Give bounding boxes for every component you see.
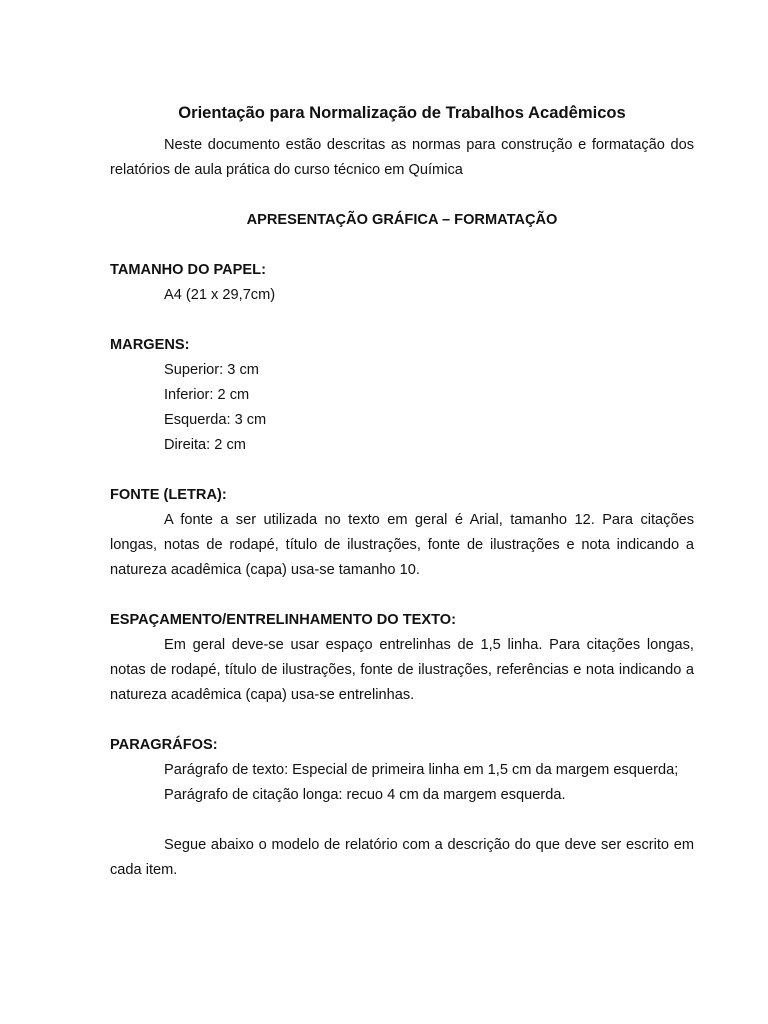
spacer — [110, 708, 694, 733]
spacing-paragraph: Em geral deve-se usar espaço entrelinhas de 1,5 linha. Para citações longas, notas de rodapé, título de ilustrações, fonte de ilustrações, referências e nota indicando a natureza acadêmica (capa) usa-se entrelinhas. — [110, 637, 694, 703]
spacer — [110, 458, 694, 483]
paper-size-value: A4 (21 x 29,7cm) — [164, 287, 276, 303]
margin-item: Superior: 3 cm — [164, 362, 259, 378]
spacing-heading: ESPAÇAMENTO/ENTRELINHAMENTO DO TEXTO: — [110, 612, 456, 628]
document-title: Orientação para Normalização de Trabalhos Acadêmicos — [178, 103, 626, 122]
margin-item: Inferior: 2 cm — [164, 387, 250, 403]
paragraphs-heading: PARAGRÁFOS: — [110, 737, 218, 753]
paragraph-rule: Parágrafo de texto: Especial de primeira linha em 1,5 cm da margem esquerda; — [164, 762, 679, 778]
spacer — [110, 583, 694, 608]
margins-heading: MARGENS: — [110, 337, 190, 353]
closing-paragraph: Segue abaixo o modelo de relatório com a descrição do que deve ser escrito em cada item. — [110, 837, 694, 878]
font-heading: FONTE (LETRA): — [110, 487, 227, 503]
margin-item: Esquerda: 3 cm — [164, 412, 267, 428]
spacer — [110, 808, 694, 833]
margin-item: Direita: 2 cm — [164, 437, 246, 453]
spacer — [110, 308, 694, 333]
section-title: APRESENTAÇÃO GRÁFICA – FORMATAÇÃO — [246, 212, 558, 228]
paragraph-rule: Parágrafo de citação longa: recuo 4 cm da margem esquerda. — [164, 787, 566, 803]
paper-size-heading: TAMANHO DO PAPEL: — [110, 262, 266, 278]
font-paragraph: A fonte a ser utilizada no texto em geral é Arial, tamanho 12. Para citações longas, notas de rodapé, título de ilustrações, fonte de ilustrações e nota indicando a natureza acadêmica (capa) usa-se tamanho 10. — [110, 512, 694, 578]
document-body — [110, 98, 694, 883]
intro-paragraph: Neste documento estão descritas as normas para construção e formatação dos relatórios de aula prática do curso técnico em Química — [110, 137, 694, 178]
